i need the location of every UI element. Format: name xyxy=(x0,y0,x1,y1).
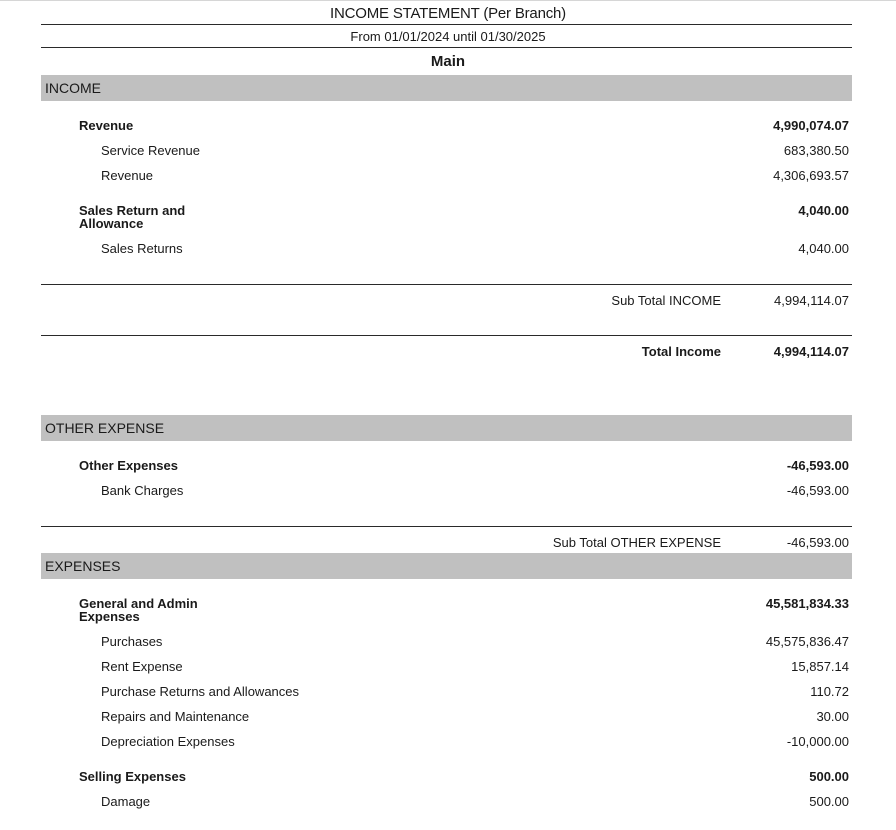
account-label: Rent Expense xyxy=(101,659,183,674)
group-label-sales-return: Sales Return and Allowance xyxy=(79,203,186,231)
group-amount: -46,593.00 xyxy=(786,458,849,473)
account-amount: -46,593.00 xyxy=(786,483,849,498)
account-amount: 45,575,836.47 xyxy=(765,634,849,649)
account-amount: 4,040.00 xyxy=(798,241,849,256)
account-label: Damage xyxy=(101,794,151,809)
branch-name: Main xyxy=(430,53,466,70)
group-amount: 500.00 xyxy=(809,769,849,784)
total-divider xyxy=(41,335,852,336)
account-label: Revenue xyxy=(101,168,154,183)
total-amount: 4,994,114.07 xyxy=(773,344,849,359)
account-amount: -10,000.00 xyxy=(786,734,849,749)
account-amount: 30.00 xyxy=(816,709,849,724)
section-header-income xyxy=(41,75,852,101)
group-label-general-admin: General and Admin Expenses xyxy=(79,596,198,624)
subtotal-amount: 4,994,114.07 xyxy=(774,293,849,308)
group-label-selling-expenses: Selling Expenses xyxy=(79,769,186,784)
page-top-border xyxy=(0,0,896,1)
account-label: Sales Returns xyxy=(101,241,183,256)
header-divider xyxy=(41,24,852,25)
section-title: EXPENSES xyxy=(45,558,121,574)
account-amount: 500.00 xyxy=(809,794,849,809)
report-title: INCOME STATEMENT (Per Branch) xyxy=(330,5,566,22)
account-amount: 4,306,693.57 xyxy=(773,168,849,183)
account-amount: 110.72 xyxy=(810,684,849,699)
account-amount: 683,380.50 xyxy=(783,143,849,158)
group-amount: 4,040.00 xyxy=(798,203,849,218)
subtotal-divider xyxy=(41,284,852,285)
group-amount: 45,581,834.33 xyxy=(765,596,849,611)
group-amount: 4,990,074.07 xyxy=(773,118,849,133)
account-amount: 15,857.14 xyxy=(791,659,849,674)
account-label: Purchase Returns and Allowances xyxy=(101,684,300,699)
total-label: Total Income xyxy=(641,344,721,359)
account-label: Bank Charges xyxy=(101,483,184,498)
subtotal-label: Sub Total OTHER EXPENSE xyxy=(552,535,721,550)
account-label: Service Revenue xyxy=(101,143,200,158)
header-divider xyxy=(41,47,852,48)
account-label: Purchases xyxy=(101,634,163,649)
section-title: INCOME xyxy=(45,80,101,96)
account-label: Depreciation Expenses xyxy=(101,734,235,749)
section-header-expenses xyxy=(41,553,852,579)
subtotal-divider xyxy=(41,526,852,527)
group-label-revenue: Revenue xyxy=(79,118,134,133)
account-label: Repairs and Maintenance xyxy=(101,709,250,724)
group-label-other-expenses: Other Expenses xyxy=(79,458,178,473)
subtotal-label: Sub Total INCOME xyxy=(611,293,721,308)
section-title: OTHER EXPENSE xyxy=(45,420,165,436)
report-period: From 01/01/2024 until 01/30/2025 xyxy=(350,29,546,44)
section-header-other-expense xyxy=(41,415,852,441)
subtotal-amount: -46,593.00 xyxy=(786,535,849,550)
